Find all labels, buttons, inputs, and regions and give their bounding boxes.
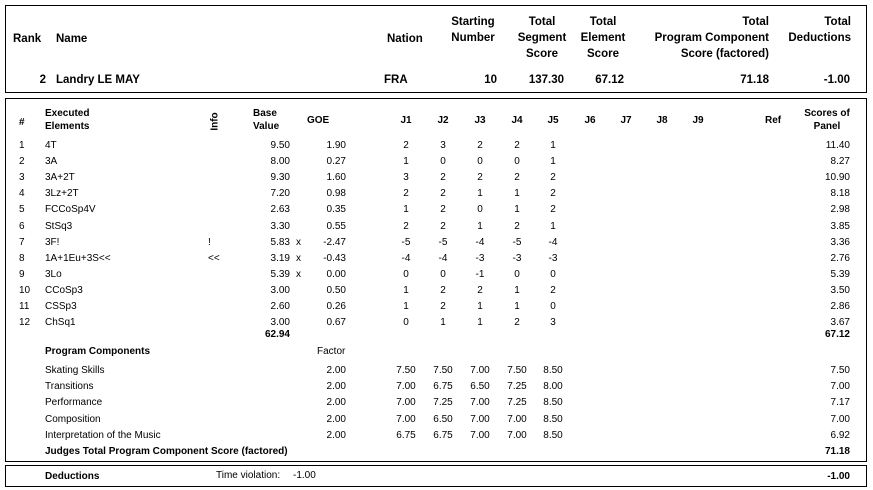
element-judge-5: 0 [550,301,556,312]
program-components-title: Program Components [45,346,151,357]
element-number: 3 [19,172,25,184]
element-judge-3: 2 [477,172,483,184]
element-base-value: 2.60 [270,301,290,312]
name-header: Name [56,33,88,45]
element-score: 10.90 [824,172,850,184]
element-score: 3.50 [830,284,850,296]
program-component-header: Total Program Component Score (factored) [654,16,769,60]
element-number: 6 [19,220,25,232]
component-score: 7.50 [830,365,850,376]
element-judge-4: 1 [514,284,520,296]
element-number: 9 [19,268,25,280]
element-goe: 1.90 [326,140,346,151]
skater-starting-number: 10 [484,74,497,86]
component-judge-3: 7.00 [470,413,490,425]
component-name: Skating Skills [45,365,105,376]
component-name: Performance [45,397,103,409]
element-judge-5: 2 [550,284,556,296]
deductions-header: Total Deductions [788,16,851,44]
component-score: 7.00 [830,381,850,393]
skater-rank: 2 [39,74,46,86]
element-number: 1 [19,140,25,151]
element-judge-4: -3 [512,252,522,264]
element-info: << [208,252,220,264]
element-judge-5: -4 [548,236,558,248]
element-name: 3Lo [45,268,62,280]
scores-of-panel-header: Scores of Panel [804,108,850,132]
element-judge-5: 2 [550,188,556,200]
element-number: 4 [19,188,25,200]
pc-total-value: 71.18 [824,446,850,457]
element-judge-1: 1 [403,284,409,296]
element-judge-5: 2 [550,204,556,216]
component-factor: 2.00 [326,397,346,409]
component-judge-5: 8.00 [543,381,563,393]
goe-header: GOE [307,115,330,126]
num-header: # [19,117,25,128]
element-judge-2: 2 [440,188,446,200]
component-judge-4: 7.25 [507,397,527,409]
element-score: 8.18 [830,188,850,200]
element-number: 2 [19,156,25,168]
judge-header-2: J2 [437,115,449,126]
component-judge-2: 7.25 [433,397,453,409]
judge-header-6: J6 [584,115,596,126]
component-judge-2: 7.50 [433,365,453,376]
element-judge-4: 1 [514,204,520,216]
element-score: 3.36 [830,236,850,248]
component-judge-3: 7.00 [470,365,490,376]
element-judge-1: 1 [403,156,409,168]
skater-program-component: 71.18 [740,74,769,86]
element-goe: 0.55 [326,220,346,232]
element-judge-4: 1 [514,301,520,312]
element-name: StSq3 [45,220,73,232]
element-number: 8 [19,252,25,264]
element-base-value: 8.00 [270,156,290,168]
element-judge-3: 0 [477,156,483,168]
element-judge-3: 2 [477,140,483,151]
element-judge-2: 2 [440,284,446,296]
element-judge-4: 2 [514,140,520,151]
element-judge-4: -5 [512,236,522,248]
element-judge-2: -4 [438,252,448,264]
component-factor: 2.00 [326,429,346,441]
element-goe: -2.47 [323,236,346,248]
skater-nation: FRA [384,74,408,86]
component-judge-2: 6.75 [433,429,453,441]
element-bonus-mark: x [296,268,301,280]
segment-score-header: Total Segment Score [517,16,567,60]
base-value-header: Base Value [253,108,280,132]
element-name: 1A+1Eu+3S<< [45,252,111,264]
element-goe: 0.67 [326,317,346,329]
element-score: 3.85 [830,220,850,232]
element-goe: -0.43 [323,252,346,264]
component-score: 6.92 [830,429,850,441]
judge-header-7: J7 [620,115,632,126]
element-judge-1: 2 [403,140,409,151]
element-judge-1: 0 [403,317,409,329]
component-factor: 2.00 [326,413,346,425]
element-base-value: 7.20 [270,188,290,200]
element-number: 5 [19,204,25,216]
element-number: 11 [19,301,30,312]
component-judge-3: 7.00 [470,397,490,409]
ref-header: Ref [765,115,782,126]
element-info: ! [208,236,211,248]
element-base-value: 5.83 [270,236,290,248]
component-score: 7.17 [830,397,850,409]
executed-elements-header: Executed Elements [45,108,90,132]
component-factor: 2.00 [326,381,346,393]
element-goe: 1.60 [326,172,346,184]
element-goe: 0.98 [326,188,346,200]
element-bonus-mark: x [296,252,301,264]
element-judge-5: 0 [550,268,556,280]
starting-number-header: Starting Number [451,16,495,44]
element-base-value: 2.63 [270,204,290,216]
element-judge-5: 3 [550,317,556,329]
component-judge-3: 7.00 [470,429,490,441]
element-judge-3: 1 [477,220,483,232]
element-base-value: 3.30 [270,220,290,232]
factor-header: Factor [317,346,346,357]
element-base-value: 3.00 [270,317,290,329]
skater-name: Landry LE MAY [56,74,140,86]
component-name: Interpretation of the Music [45,429,161,441]
component-judge-1: 7.00 [396,381,416,393]
element-base-value: 5.39 [270,268,290,280]
element-judge-2: 2 [440,204,446,216]
skater-segment-score: 137.30 [528,74,564,86]
element-judge-1: -4 [401,252,411,264]
element-judge-4: 1 [514,188,520,200]
element-judge-1: 3 [403,172,409,184]
element-score: 2.76 [830,252,850,264]
component-judge-2: 6.75 [433,381,453,393]
element-name: 3A+2T [45,172,75,184]
element-score-header: Total Element Score [580,16,626,60]
element-number: 12 [19,317,31,329]
element-judge-4: 2 [514,220,520,232]
element-goe: 0.35 [326,204,346,216]
element-goe: 0.26 [326,301,346,312]
elements-total: 67.12 [824,329,850,340]
deductions-label: Deductions [45,471,100,482]
component-name: Composition [45,413,101,425]
element-judge-2: 2 [440,220,446,232]
element-judge-4: 2 [514,172,520,184]
rank-header: Rank [13,33,42,45]
judge-header-9: J9 [692,115,704,126]
component-judge-1: 7.00 [396,397,416,409]
element-score: 5.39 [830,268,850,280]
pc-total-label: Judges Total Program Component Score (factored) [45,446,288,457]
deductions-total: -1.00 [827,471,850,482]
element-judge-3: -3 [475,252,485,264]
element-name: CSSp3 [45,301,77,312]
element-judge-5: 2 [550,172,556,184]
info-header: Info [209,112,221,131]
element-name: FCCoSp4V [45,204,96,216]
time-violation-label: Time violation: [216,470,281,481]
element-score: 3.67 [830,317,850,329]
element-base-value: 3.19 [270,252,290,264]
element-judge-2: 3 [440,140,446,151]
element-judge-5: 1 [550,220,556,232]
skater-element-score: 67.12 [595,74,624,86]
deductions-box [5,465,867,487]
element-judge-1: -5 [401,236,411,248]
element-judge-5: -3 [548,252,558,264]
time-violation-value: -1.00 [293,470,316,481]
judge-header-3: J3 [474,115,486,126]
component-judge-1: 7.50 [396,365,416,376]
element-judge-3: -4 [475,236,485,248]
judge-header-5: J5 [547,115,559,126]
element-judge-4: 0 [514,268,520,280]
component-judge-4: 7.25 [507,381,527,393]
element-judge-2: 2 [440,172,446,184]
nation-header: Nation [387,33,423,45]
element-judge-2: 2 [440,301,446,312]
component-judge-4: 7.00 [507,413,527,425]
element-goe: 0.27 [326,156,346,168]
element-judge-1: 0 [403,268,409,280]
element-name: ChSq1 [45,317,76,329]
element-name: 3A [45,156,58,168]
element-number: 7 [19,236,25,248]
element-score: 2.86 [830,301,850,312]
element-name: CCoSp3 [45,284,83,296]
skater-deductions: -1.00 [823,74,850,86]
component-judge-4: 7.50 [507,365,527,376]
element-judge-2: 0 [440,156,446,168]
component-score: 7.00 [830,413,850,425]
base-value-total: 62.94 [264,329,290,340]
element-name: 4T [45,140,57,151]
component-judge-1: 7.00 [396,413,416,425]
component-name: Transitions [45,381,94,393]
element-goe: 0.00 [326,268,346,280]
element-judge-4: 0 [514,156,520,168]
element-judge-1: 2 [403,220,409,232]
element-goe: 0.50 [326,284,346,296]
element-judge-1: 2 [403,188,409,200]
element-name: 3F! [45,236,60,248]
component-judge-5: 8.50 [543,413,563,425]
component-judge-1: 6.75 [396,429,416,441]
element-score: 8.27 [830,156,850,168]
element-score: 11.40 [825,140,850,151]
component-judge-3: 6.50 [470,381,490,393]
element-judge-3: -1 [475,268,485,280]
element-judge-3: 1 [477,317,483,329]
component-judge-4: 7.00 [507,429,527,441]
element-judge-3: 2 [477,284,483,296]
component-factor: 2.00 [326,365,346,376]
element-judge-3: 0 [477,204,483,216]
element-score: 2.98 [830,204,850,216]
element-bonus-mark: x [296,236,301,248]
element-judge-3: 1 [477,188,483,200]
element-judge-5: 1 [550,156,556,168]
element-judge-2: -5 [438,236,448,248]
element-judge-5: 1 [550,140,556,151]
component-judge-2: 6.50 [433,413,453,425]
element-judge-3: 1 [477,301,483,312]
component-judge-5: 8.50 [543,397,563,409]
judge-header-1: J1 [400,115,412,126]
element-name: 3Lz+2T [45,188,79,200]
element-judge-4: 2 [514,317,520,329]
element-base-value: 9.30 [270,172,290,184]
element-judge-2: 1 [440,317,446,329]
element-judge-2: 0 [440,268,446,280]
element-judge-1: 1 [403,301,409,312]
element-base-value: 9.50 [270,140,290,151]
element-judge-1: 1 [403,204,409,216]
element-base-value: 3.00 [270,284,290,296]
component-judge-5: 8.50 [543,365,563,376]
element-number: 10 [19,284,31,296]
judge-header-8: J8 [656,115,668,126]
judge-header-4: J4 [511,115,523,126]
component-judge-5: 8.50 [543,429,563,441]
